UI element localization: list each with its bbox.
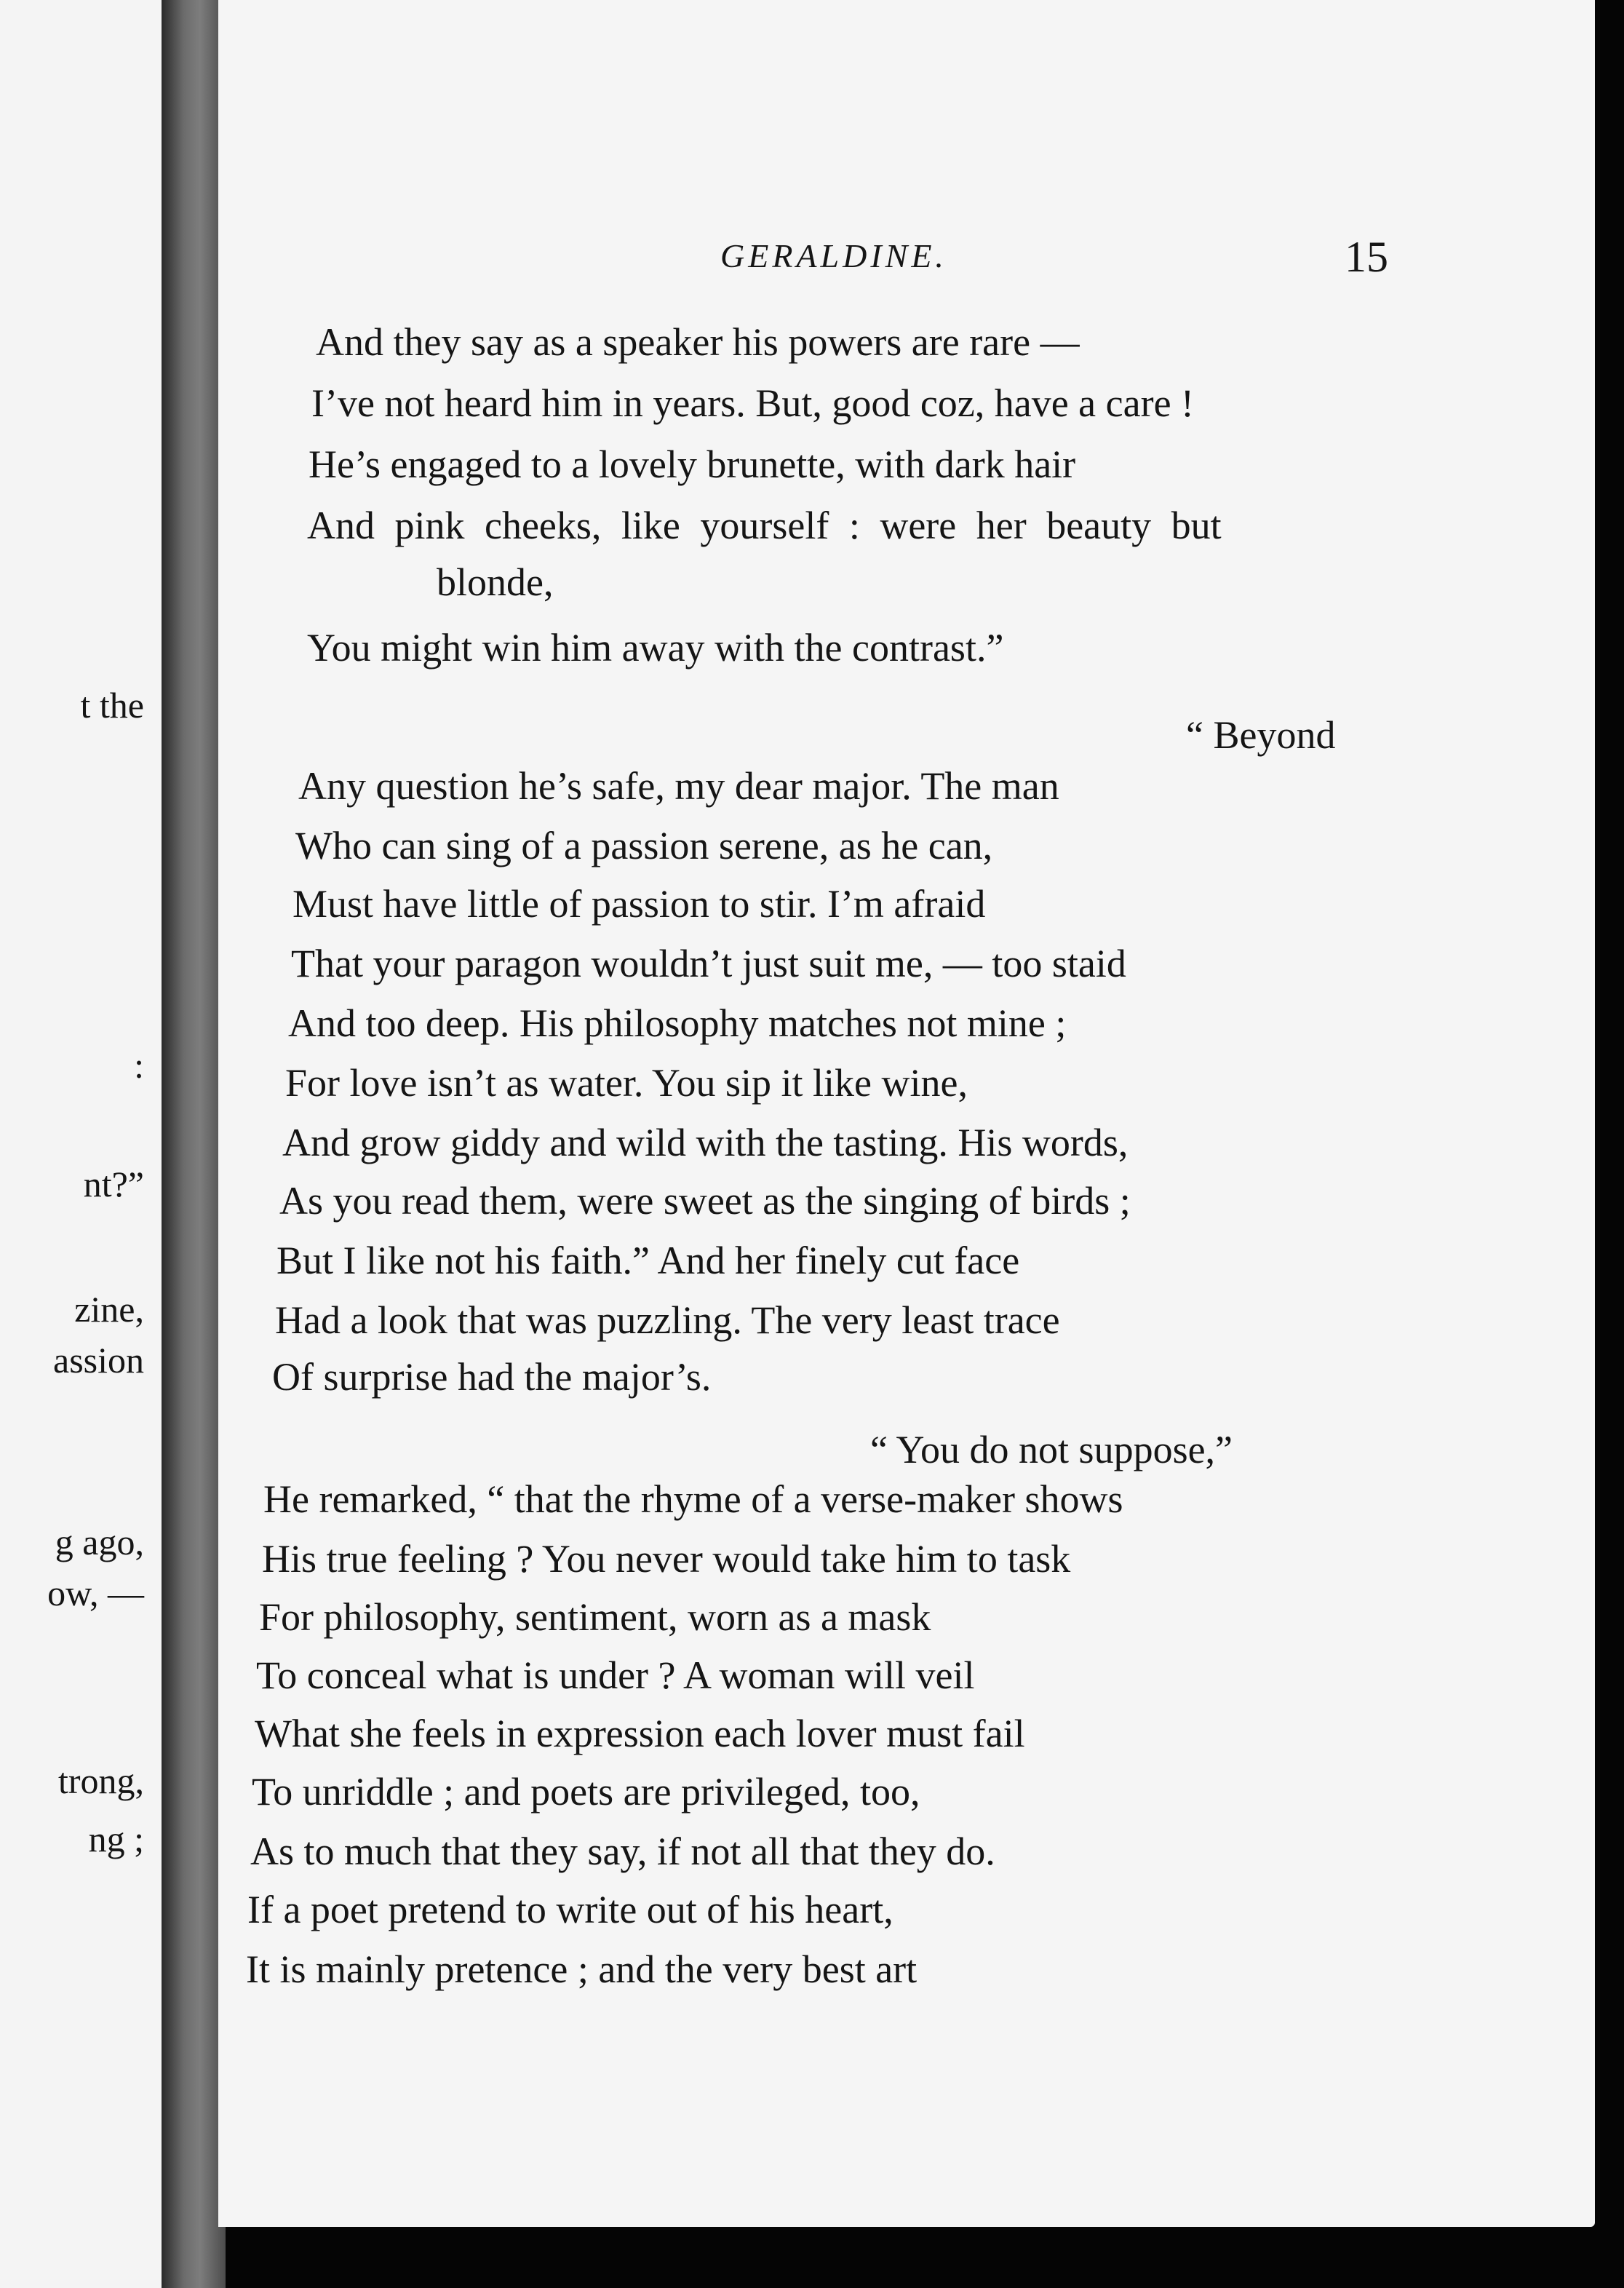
verse-line: To conceal what is under ? A woman will veil bbox=[256, 1653, 975, 1697]
verse-line: “ You do not suppose,” bbox=[870, 1428, 1233, 1471]
verse-line: But I like not his faith.” And her finely cut face bbox=[276, 1239, 1020, 1282]
verse-line: And too deep. His philosophy matches not mine ; bbox=[288, 1001, 1067, 1045]
verse-line: He’s engaged to a lovely brunette, with dark hair bbox=[309, 442, 1076, 486]
running-head: GERALDINE. bbox=[720, 237, 947, 274]
verse-line: Who can sing of a passion serene, as he can, bbox=[295, 824, 993, 867]
verse-line: Had a look that was puzzling. The very least trace bbox=[275, 1298, 1060, 1342]
page-header bbox=[218, 233, 1595, 295]
verse-line: It is mainly pretence ; and the very best art bbox=[246, 1947, 918, 1991]
left-page-fragment: ow, — bbox=[47, 1573, 144, 1613]
verse-line: You might win him away with the contrast.” bbox=[307, 626, 1004, 670]
verse-line: And grow giddy and wild with the tasting. His words, bbox=[282, 1121, 1129, 1164]
verse-line: I’ve not heard him in years. But, good coz, have a care ! bbox=[311, 381, 1195, 425]
verse-line: Any question he’s safe, my dear major. The man bbox=[298, 764, 1059, 808]
verse-line: He remarked, “ that the rhyme of a verse-maker shows bbox=[263, 1477, 1123, 1521]
verse-line: As you read them, were sweet as the singing of birds ; bbox=[279, 1179, 1131, 1223]
verse-line: To unriddle ; and poets are privileged, too, bbox=[252, 1770, 920, 1814]
left-page-fragment: zine, bbox=[74, 1289, 144, 1330]
verse-line: If a poet pretend to write out of his heart, bbox=[247, 1888, 893, 1931]
right-page bbox=[218, 0, 1595, 2227]
left-page-fragment: assion bbox=[53, 1340, 144, 1381]
verse-line: What she feels in expression each lover must fail bbox=[255, 1712, 1025, 1755]
verse-line: blonde, bbox=[437, 560, 554, 604]
verse-line: As to much that they say, if not all that they do. bbox=[250, 1830, 995, 1873]
verse-line: Of surprise had the major’s. bbox=[272, 1355, 712, 1399]
left-page-fragment: nt?” bbox=[83, 1164, 144, 1204]
book-spine-shadow bbox=[162, 0, 226, 2288]
left-page-fragment: trong, bbox=[57, 1760, 144, 1801]
left-page-fragment: : bbox=[134, 1045, 144, 1086]
verse-line: That your paragon wouldn’t just suit me, — too staid bbox=[291, 942, 1126, 985]
left-page-fragment: g ago, bbox=[55, 1522, 144, 1562]
left-page-fragment: ng ; bbox=[88, 1819, 144, 1859]
left-page-fragment: t the bbox=[80, 685, 144, 726]
verse-line: And pink cheeks, like yourself : were her beauty but bbox=[307, 504, 1222, 547]
verse-line: Must have little of passion to stir. I’m afraid bbox=[292, 882, 986, 926]
verse-line: And they say as a speaker his powers are rare — bbox=[316, 320, 1080, 364]
verse-line: “ Beyond bbox=[1186, 713, 1336, 757]
verse-line: His true feeling ? You never would take him to task bbox=[262, 1537, 1071, 1581]
left-page bbox=[0, 0, 188, 2288]
page-number: 15 bbox=[1345, 233, 1388, 281]
verse-line: For love isn’t as water. You sip it like wine, bbox=[285, 1061, 968, 1105]
verse-line: For philosophy, sentiment, worn as a mask bbox=[259, 1595, 931, 1639]
